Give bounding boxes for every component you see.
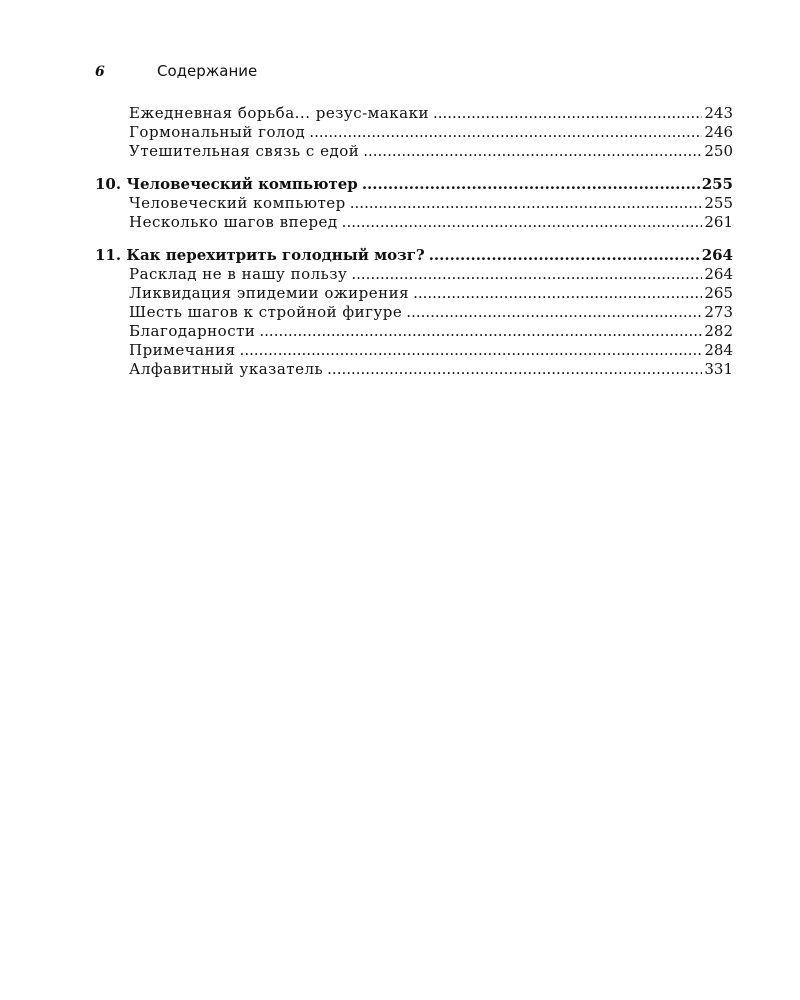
toc-entry-title: Несколько шагов вперед [129, 213, 338, 231]
toc-chapter [95, 175, 733, 194]
dot-leader [342, 213, 703, 231]
toc-entry [95, 341, 733, 360]
dot-leader [309, 123, 702, 141]
dot-leader [406, 303, 702, 321]
toc-entry-title: Алфавитный указатель [129, 360, 324, 378]
toc-entry [95, 194, 733, 213]
dot-leader [433, 104, 702, 122]
running-title: Содержание [157, 62, 258, 80]
toc-entry [95, 360, 733, 379]
toc-entry-title: Человеческий компьютер [129, 194, 346, 212]
toc-entry-title: Шесть шагов к стройной фигуре [129, 303, 403, 321]
toc-entry [95, 303, 733, 322]
toc-entry-title: Ликвидация эпидемии ожирения [129, 284, 410, 302]
toc-entry-page: 264 [704, 265, 733, 283]
toc-entry-title: Благодарности [129, 322, 256, 340]
dot-leader [429, 246, 700, 264]
toc-entry [95, 104, 733, 123]
toc-entry-page: 250 [704, 142, 733, 160]
toc-entry-page: 261 [704, 213, 733, 231]
toc-chapter [95, 246, 733, 265]
toc-entry [95, 142, 733, 161]
toc-entry-title: Расклад не в нашу пользу [129, 265, 348, 283]
dot-leader [350, 194, 703, 212]
dot-leader [259, 322, 702, 340]
toc-chapter-page: 264 [701, 246, 733, 264]
toc-entry-page: 243 [704, 104, 733, 122]
toc-entry [95, 265, 733, 284]
toc-entry-page: 273 [704, 303, 733, 321]
dot-leader [327, 360, 702, 378]
page-header [95, 62, 735, 84]
toc-entry-page: 265 [704, 284, 733, 302]
toc-entry [95, 123, 733, 142]
toc-chapter-page: 255 [701, 175, 733, 193]
toc-chapter-title: 10. Человеческий компьютер [95, 175, 358, 193]
toc-entry-page: 246 [704, 123, 733, 141]
table-of-contents [95, 104, 733, 379]
dot-leader [240, 341, 703, 359]
toc-entry [95, 284, 733, 303]
toc-entry-page: 282 [704, 322, 733, 340]
toc-entry [95, 322, 733, 341]
toc-entry-page: 255 [704, 194, 733, 212]
dot-leader [351, 265, 702, 283]
toc-chapter-title: 11. Как перехитрить голодный мозг? [95, 246, 425, 264]
page-number: 6 [95, 64, 105, 80]
toc-entry-title: Утешительная связь с едой [129, 142, 360, 160]
dot-leader [362, 175, 700, 193]
toc-entry-page: 284 [704, 341, 733, 359]
toc-entry-title: Гормональный голод [129, 123, 306, 141]
toc-entry-page: 331 [704, 360, 733, 378]
toc-entry-title: Ежедневная борьба... резус-макаки [129, 104, 429, 122]
dot-leader [413, 284, 702, 302]
toc-entry [95, 213, 733, 232]
toc-entry-title: Примечания [129, 341, 236, 359]
dot-leader [363, 142, 702, 160]
